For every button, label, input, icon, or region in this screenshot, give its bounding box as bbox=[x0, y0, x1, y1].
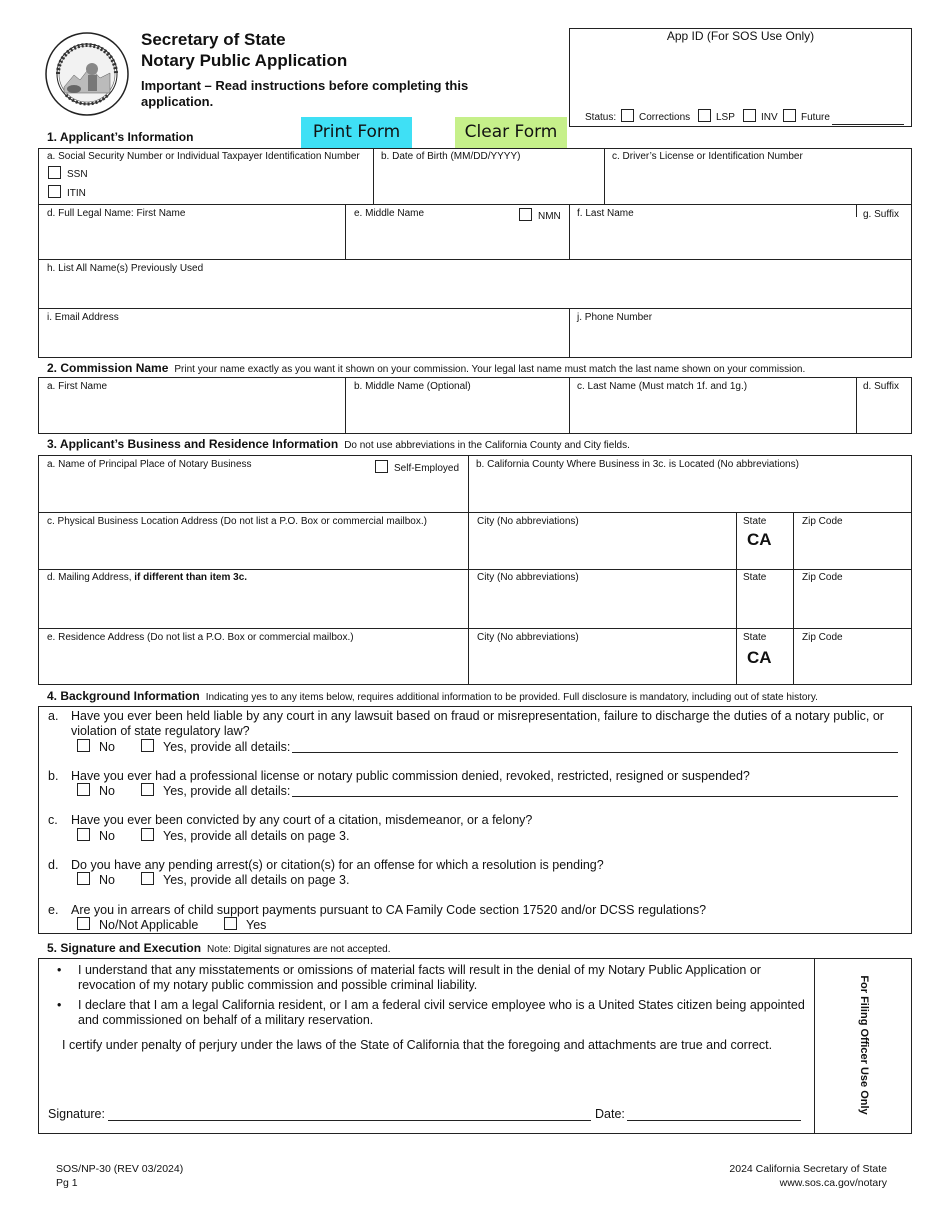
qd-no-checkbox[interactable] bbox=[77, 872, 90, 885]
qa-no-label: No bbox=[99, 740, 115, 754]
residence-zip-label: Zip Code bbox=[802, 632, 843, 643]
certification-statement: I certify under penalty of perjury under the laws of the State of California that the foregoing and attachments are true and correct. bbox=[62, 1038, 773, 1052]
residence-state-label: State bbox=[743, 632, 767, 643]
qa-no-checkbox[interactable] bbox=[77, 739, 90, 752]
ssn-checkbox[interactable] bbox=[48, 166, 61, 179]
nmn-label: NMN bbox=[538, 211, 561, 222]
business-state-label: State bbox=[743, 516, 767, 527]
comm-middle-name-label: b. Middle Name (Optional) bbox=[354, 381, 471, 392]
suffix-label: g. Suffix bbox=[863, 209, 899, 220]
divider bbox=[793, 569, 794, 629]
footer-copyright: 2024 California Secretary of State bbox=[729, 1163, 887, 1175]
ssn-label: SSN bbox=[67, 169, 88, 180]
self-employed-checkbox[interactable] bbox=[375, 460, 388, 473]
county-label: b. California County Where Business in 3c. is Located (No abbreviations) bbox=[476, 459, 799, 470]
s1-row4 bbox=[38, 308, 912, 358]
section4-title bbox=[47, 689, 818, 705]
divider bbox=[345, 205, 346, 260]
question-b-letter: b. bbox=[48, 769, 59, 783]
section2-heading: 2. Commission Name bbox=[47, 361, 169, 375]
state-seal bbox=[44, 31, 130, 117]
divider bbox=[736, 569, 737, 629]
declaration-bullet-2: I declare that I am a legal California resident, or I am a federal civil service employee who is a United States citizen being appointed and commissioned on behalf of a military reservation. bbox=[78, 998, 805, 1027]
divider bbox=[736, 628, 737, 685]
section5-title bbox=[47, 941, 390, 957]
divider bbox=[793, 512, 794, 570]
qd-no-label: No bbox=[99, 873, 115, 887]
qd-yes-checkbox[interactable] bbox=[141, 872, 154, 885]
form-subtitle: Notary Public Application bbox=[141, 51, 348, 70]
qa-details-line[interactable] bbox=[292, 752, 898, 753]
dob-label: b. Date of Birth (MM/DD/YYYY) bbox=[381, 151, 521, 162]
qd-yes-label: Yes, provide all details on page 3. bbox=[163, 873, 350, 887]
section2-note: Print your name exactly as you want it shown on your commission. Your legal last name must match the last name shown on your commission. bbox=[174, 364, 806, 375]
question-e-letter: e. bbox=[48, 903, 59, 917]
ssn-itin-label: a. Social Security Number or Individual Taxpayer Identification Number bbox=[47, 151, 360, 162]
status-inv-label: INV bbox=[761, 112, 778, 123]
question-e: Are you in arrears of child support payments pursuant to CA Family Code section 17520 and/or DCSS regulations? bbox=[71, 903, 707, 917]
footer-url[interactable]: www.sos.ca.gov/notary bbox=[779, 1177, 887, 1189]
qc-no-label: No bbox=[99, 829, 115, 843]
bullet-1-dot: • bbox=[57, 963, 62, 977]
signature-line[interactable] bbox=[108, 1120, 591, 1121]
qe-yes-label: Yes bbox=[246, 918, 267, 932]
email-label: i. Email Address bbox=[47, 312, 119, 323]
print-form-button[interactable]: Print Form bbox=[301, 117, 412, 148]
important-note: Important – Read instructions before completing this application. bbox=[141, 78, 469, 109]
business-state-value: CA bbox=[747, 530, 772, 549]
status-future-checkbox[interactable] bbox=[783, 109, 796, 122]
license-label: c. Driver’s License or Identification Number bbox=[612, 151, 803, 162]
phone-label: j. Phone Number bbox=[577, 312, 653, 323]
divider bbox=[468, 569, 469, 629]
itin-checkbox[interactable] bbox=[48, 185, 61, 198]
question-a: Have you ever been held liable by any court in any lawsuit based on fraud or misrepresentation, failure to discharge the duties of a notary public, or violation of state regulatory law? bbox=[71, 709, 884, 738]
question-d: Do you have any pending arrest(s) or citation(s) for an offense for which a resolution is pending? bbox=[71, 858, 604, 872]
comm-suffix-label: d. Suffix bbox=[863, 381, 899, 392]
business-address-label: c. Physical Business Location Address (Do not list a P.O. Box or commercial mailbox.) bbox=[47, 516, 427, 527]
divider bbox=[856, 377, 857, 434]
mailing-address-prefix: d. Mailing Address, bbox=[47, 572, 135, 583]
first-name-label: d. Full Legal Name: First Name bbox=[47, 208, 186, 219]
divider bbox=[736, 512, 737, 570]
self-employed-label: Self-Employed bbox=[394, 463, 460, 474]
mailing-state-label: State bbox=[743, 572, 767, 583]
section3-heading: 3. Applicant’s Business and Residence Information bbox=[47, 437, 339, 451]
declaration-bullet-1: I understand that any misstatements or omissions of material facts will result in the denial of my Notary Public Application or revocation of my notary public commission and possible criminal liability. bbox=[78, 963, 761, 992]
divider bbox=[856, 205, 857, 217]
clear-form-button[interactable]: Clear Form bbox=[455, 117, 567, 148]
divider bbox=[345, 377, 346, 434]
app-id-label: App ID (For SOS Use Only) bbox=[666, 29, 815, 43]
question-c-letter: c. bbox=[48, 813, 58, 827]
middle-name-label: e. Middle Name bbox=[354, 208, 425, 219]
section5-note: Note: Digital signatures are not accepted. bbox=[207, 944, 391, 955]
residence-state-value: CA bbox=[747, 648, 772, 667]
qe-no-label: No/Not Applicable bbox=[99, 918, 199, 932]
divider bbox=[468, 455, 469, 513]
status-corrections-checkbox[interactable] bbox=[621, 109, 634, 122]
divider bbox=[569, 308, 570, 358]
question-b: Have you ever had a professional license or notary public commission denied, revoked, restricted, resigned or suspended? bbox=[71, 769, 750, 783]
section4-note: Indicating yes to any items below, requires additional information to be provided. Full disclosure is mandatory, including out of state history. bbox=[205, 692, 818, 703]
mailing-address-label bbox=[47, 572, 247, 584]
qb-no-checkbox[interactable] bbox=[77, 783, 90, 796]
qb-no-label: No bbox=[99, 784, 115, 798]
status-lsp-label: LSP bbox=[716, 112, 735, 123]
section3-title bbox=[47, 437, 630, 453]
residence-city-label: City (No abbreviations) bbox=[477, 632, 579, 643]
qe-no-checkbox[interactable] bbox=[77, 917, 90, 930]
question-d-letter: d. bbox=[48, 858, 59, 872]
divider bbox=[468, 512, 469, 570]
qb-details-line[interactable] bbox=[292, 796, 898, 797]
business-city-label: City (No abbreviations) bbox=[477, 516, 579, 527]
divider bbox=[569, 377, 570, 434]
itin-label: ITIN bbox=[67, 188, 86, 199]
signature-label: Signature: bbox=[48, 1107, 105, 1121]
status-inv-checkbox[interactable] bbox=[743, 109, 756, 122]
last-name-label: f. Last Name bbox=[577, 208, 634, 219]
form-title: Secretary of State bbox=[141, 30, 286, 49]
section2-title bbox=[47, 361, 805, 377]
qc-yes-checkbox[interactable] bbox=[141, 828, 154, 841]
status-future-line bbox=[832, 124, 904, 125]
qa-yes-checkbox[interactable] bbox=[141, 739, 154, 752]
qc-no-checkbox[interactable] bbox=[77, 828, 90, 841]
status-future-label: Future bbox=[801, 112, 830, 123]
section1-title: 1. Applicant’s Information bbox=[47, 130, 194, 144]
divider bbox=[793, 628, 794, 685]
status-corrections-label: Corrections bbox=[639, 112, 691, 123]
section5-heading: 5. Signature and Execution bbox=[47, 941, 202, 955]
question-c: Have you ever been convicted by any court of a citation, misdemeanor, or a felony? bbox=[71, 813, 533, 827]
previous-names-label: h. List All Name(s) Previously Used bbox=[47, 263, 204, 274]
qc-yes-label: Yes, provide all details on page 3. bbox=[163, 829, 350, 843]
comm-last-name-label: c. Last Name (Must match 1f. and 1g.) bbox=[577, 381, 748, 392]
comm-first-name-label: a. First Name bbox=[47, 381, 108, 392]
s2-row bbox=[38, 377, 912, 434]
status-label: Status: bbox=[585, 112, 617, 123]
qb-yes-checkbox[interactable] bbox=[141, 783, 154, 796]
question-a-letter: a. bbox=[48, 709, 59, 723]
mailing-city-label: City (No abbreviations) bbox=[477, 572, 579, 583]
divider bbox=[569, 205, 570, 260]
status-lsp-checkbox[interactable] bbox=[698, 109, 711, 122]
qa-yes-label: Yes, provide all details: bbox=[163, 740, 291, 754]
divider bbox=[373, 148, 374, 205]
business-name-label: a. Name of Principal Place of Notary Business bbox=[47, 459, 252, 470]
divider bbox=[604, 148, 605, 205]
date-label: Date: bbox=[595, 1107, 625, 1121]
section3-note: Do not use abbreviations in the California County and City fields. bbox=[344, 440, 630, 451]
qe-yes-checkbox[interactable] bbox=[224, 917, 237, 930]
bullet-2-dot: • bbox=[57, 998, 62, 1012]
form-number: SOS/NP-30 (REV 03/2024) bbox=[56, 1163, 184, 1175]
divider bbox=[468, 628, 469, 685]
section4-heading: 4. Background Information bbox=[47, 689, 200, 703]
mailing-zip-label: Zip Code bbox=[802, 572, 843, 583]
divider bbox=[814, 958, 815, 1134]
qb-yes-label: Yes, provide all details: bbox=[163, 784, 291, 798]
residence-address-label: e. Residence Address (Do not list a P.O. Box or commercial mailbox.) bbox=[47, 632, 354, 643]
date-line[interactable] bbox=[627, 1120, 801, 1121]
mailing-address-note: if different than item 3c. bbox=[134, 572, 248, 583]
business-zip-label: Zip Code bbox=[802, 516, 843, 527]
nmn-checkbox[interactable] bbox=[519, 208, 532, 221]
page-number: Pg 1 bbox=[56, 1177, 78, 1189]
filing-officer-label: For Filing Officer Use Only bbox=[858, 975, 870, 1115]
